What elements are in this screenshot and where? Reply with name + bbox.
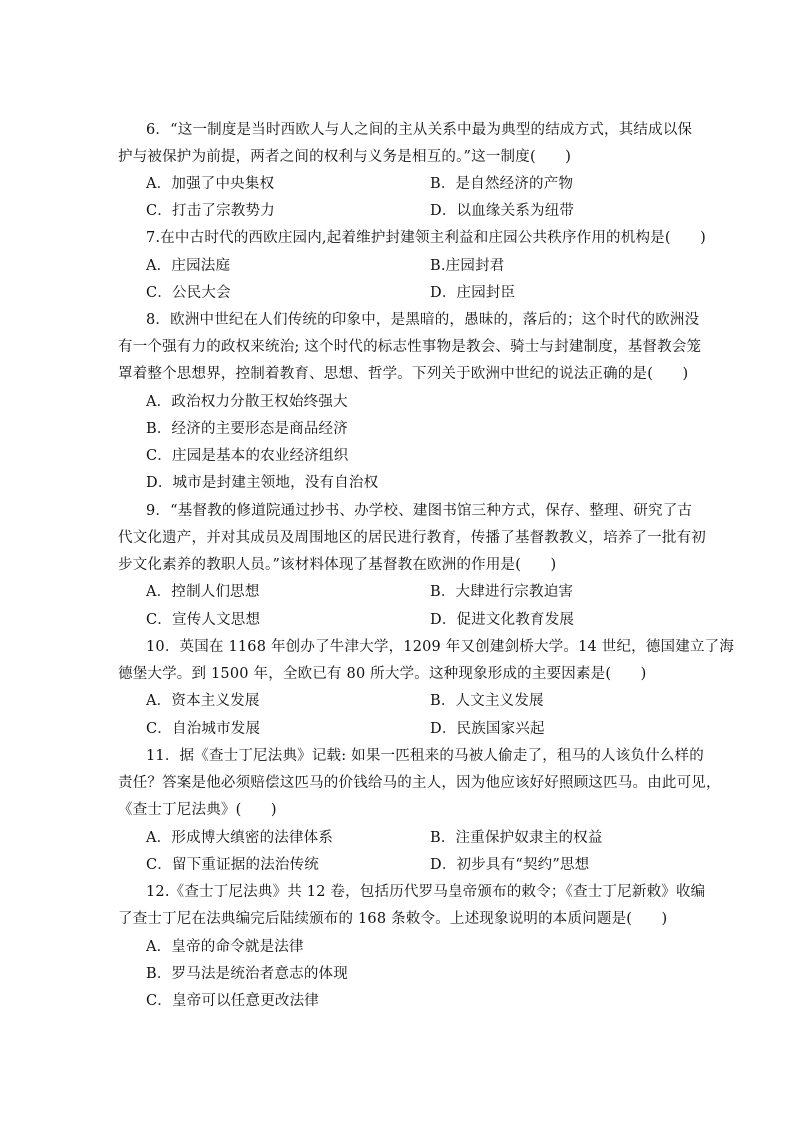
question-6-stem-line-1: 6．“这一制度是当时西欧人与人之间的主从关系中最为典型的结成方式，其结成以保 (146, 122, 693, 138)
question-11-option-a: A．形成博大缜密的法律体系 (146, 830, 334, 846)
question-7-option-b: B.庄园封君 (430, 258, 505, 274)
question-8-option-d: D．城市是封建主领地，没有自治权 (146, 475, 379, 491)
question-8-option-c: C．庄园是基本的农业经济组织 (146, 448, 349, 464)
question-6-option-b: B．是自然经济的产物 (430, 176, 574, 192)
question-8-stem-line-3: 罩着整个思想界，控制着教育、思想、哲学。下列关于欧洲中世纪的说法正确的是( ) (118, 366, 689, 382)
question-9-option-c: C．宣传人文思想 (146, 612, 261, 628)
question-10-option-d: D．民族国家兴起 (430, 721, 545, 737)
question-11-option-d: D．初步具有“契约”思想 (430, 857, 590, 873)
question-6-option-c: C．打击了宗教势力 (146, 203, 275, 219)
question-9-option-d: D．促进文化教育发展 (430, 612, 575, 628)
question-10-option-a: A．资本主义发展 (146, 693, 260, 709)
question-7-option-a: A．庄园法庭 (146, 258, 231, 274)
question-12-stem-line-2: 了查士丁尼在法典编完后陆续颁布的 168 条敕令。上述现象说明的本质问题是( ) (118, 911, 668, 927)
question-8-stem-line-2: 有一个强有力的政权来统治; 这个时代的标志性事物是教会、骑士与封建制度，基督教会笼 (118, 339, 702, 355)
question-6-option-d: D．以血缘关系为纽带 (430, 203, 575, 219)
question-11-option-c: C．留下重证据的法治传统 (146, 857, 319, 873)
question-9-stem-line-2: 代文化遗产，并对其成员及周围地区的居民进行教育，传播了基督教教义，培养了一批有初 (118, 530, 706, 546)
question-8-option-b: B．经济的主要形态是商品经济 (146, 421, 348, 437)
question-6-option-a: A．加强了中央集权 (146, 176, 275, 192)
question-9-option-b: B．大肆进行宗教迫害 (430, 584, 574, 600)
question-7-option-d: D．庄园封臣 (430, 285, 516, 301)
question-11-option-b: B．注重保护奴隶主的权益 (430, 830, 603, 846)
question-7-option-c: C．公民大会 (146, 285, 231, 301)
question-9-stem-line-3: 步文化素养的教职人员。”该材料体现了基督教在欧洲的作用是( ) (118, 557, 557, 573)
question-10-option-b: B．人文主义发展 (430, 693, 544, 709)
question-8-stem-line-1: 8．欧洲中世纪在人们传统的印象中，是黑暗的，愚昧的，落后的；这个时代的欧洲没 (146, 312, 700, 328)
question-12-option-b: B．罗马法是统治者意志的体现 (146, 966, 348, 982)
question-6-stem-line-2: 护与被保护为前提，两者之间的权利与义务是相互的。”这一制度( ) (118, 149, 572, 165)
question-7-stem-line-1: 7.在中古时代的西欧庄园内,起着维护封建领主利益和庄园公共秩序作用的机构是( ) (146, 230, 706, 246)
question-9-stem-line-1: 9．“基督教的修道院通过抄书、办学校、建图书馆三种方式，保存、整理、研究了古 (146, 503, 693, 519)
question-11-stem-line-1: 11．据《查士丁尼法典》记载: 如果一匹租来的马被人偷走了，租马的人该负什么样的 (146, 748, 704, 764)
question-12-option-c: C．皇帝可以任意更改法律 (146, 993, 319, 1009)
question-10-option-c: C．自治城市发展 (146, 721, 261, 737)
question-10-stem-line-1: 10．英国在 1168 年创办了牛津大学，1209 年又创建剑桥大学。14 世纪，德国建立了海 (146, 639, 735, 655)
question-8-option-a: A．政治权力分散王权始终强大 (146, 394, 348, 410)
question-11-stem-line-3: 《查士丁尼法典》( ) (118, 802, 277, 818)
question-9-option-a: A．控制人们思想 (146, 584, 260, 600)
question-12-stem-line-1: 12.《查士丁尼法典》共 12 卷，包括历代罗马皇帝颁布的敕令；《查士丁尼新敕》收编 (146, 884, 706, 900)
question-12-option-a: A．皇帝的命令就是法律 (146, 939, 304, 955)
question-11-stem-line-2: 责任？答案是他必须赔偿这匹马的价钱给马的主人，因为他应该好好照顾这匹马。由此可见， (118, 775, 721, 791)
question-10-stem-line-2: 德堡大学。到 1500 年，全欧已有 80 所大学。这种现象形成的主要因素是( ) (118, 666, 647, 682)
